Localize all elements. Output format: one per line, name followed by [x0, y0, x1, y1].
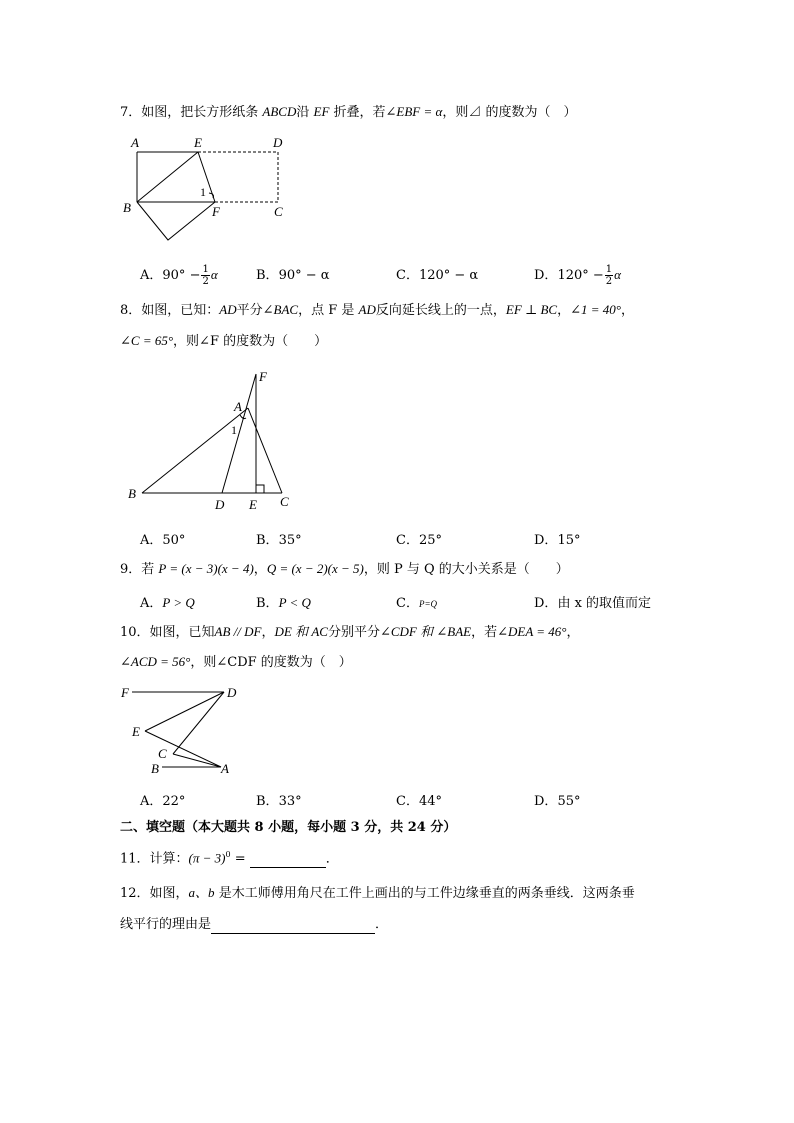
- q11-equals: =: [230, 851, 250, 867]
- q8-text-bisect: 平分: [236, 303, 263, 318]
- q8-figure: [125, 366, 305, 516]
- q11-expr: (π − 3): [188, 850, 226, 866]
- q9-stem: [120, 560, 569, 579]
- q12-stem-line1: [120, 884, 635, 903]
- q7-option-d-letter: D．: [534, 268, 558, 283]
- q8-angle-bac: ∠BAC: [262, 302, 299, 317]
- q9-option-a-letter: A．: [140, 596, 163, 611]
- q8-label-e: E: [249, 497, 257, 512]
- q10-seg-de: [145, 692, 224, 731]
- q8-ad: AD: [219, 302, 237, 317]
- q10-option-d-text: 55°: [557, 794, 581, 809]
- q10-option-d-letter: D．: [534, 794, 558, 809]
- q10-option-a: [140, 790, 185, 809]
- q9-q-expr: Q = (x − 2)(x − 5): [266, 561, 364, 576]
- q10-parallel: AB // DF: [214, 624, 262, 639]
- q9-option-d-text: 由 x 的取值而定: [557, 596, 652, 611]
- q7-figure: [118, 132, 318, 252]
- q10-text: 10．如图，已知: [120, 625, 215, 640]
- q9-option-b: [256, 592, 311, 611]
- q7-option-b-text: 90° − α: [278, 268, 330, 283]
- q10-option-a-letter: A．: [140, 794, 163, 809]
- q7-option-d-pre: 120° −: [557, 268, 604, 283]
- q10-comma: ，: [261, 625, 275, 640]
- q10-label-b: B: [151, 761, 159, 776]
- q7-option-c-letter: C．: [396, 268, 419, 283]
- q8-question: ，则∠F 的度数为（ ）: [173, 334, 328, 349]
- q7-option-a-post: α: [210, 267, 218, 282]
- q8-text-point: ，点 F 是: [298, 303, 359, 318]
- q7-option-a: [140, 264, 218, 287]
- q9-option-d-letter: D．: [534, 596, 558, 611]
- q7-option-a-num: 1: [202, 264, 209, 275]
- q7-label-e: E: [194, 135, 202, 150]
- q10-option-c-letter: C．: [396, 794, 419, 809]
- q10-label-f: F: [121, 685, 129, 700]
- q10-label-d: D: [227, 685, 237, 700]
- q7-abcd: ABCD: [262, 104, 297, 119]
- q8-option-c: [396, 529, 442, 548]
- q10-stem-line2: [120, 653, 352, 672]
- q9-option-c-letter: C．: [396, 596, 419, 611]
- q8-label-a: A: [234, 399, 242, 414]
- q7-option-c-text: 120° − α: [418, 268, 479, 283]
- q8-label-c: C: [280, 494, 289, 509]
- q9-question: ，则 P 与 Q 的大小关系是（ ）: [363, 562, 569, 577]
- q10-option-c: [396, 790, 442, 809]
- q8-option-b-text: 35°: [278, 533, 302, 548]
- q7-label-b: B: [123, 200, 131, 215]
- q8-seg-df: [222, 374, 256, 493]
- q10-angle-dea: ∠DEA = 46°: [497, 624, 567, 639]
- q12-end: ．: [375, 917, 389, 932]
- q11-answer-blank[interactable]: [250, 853, 326, 868]
- q9-p-expr: P = (x − 3)(x − 4): [158, 561, 254, 576]
- q9-option-b-text: P < Q: [278, 595, 311, 610]
- q10-seg-dc: [173, 692, 224, 754]
- q8-label-1: 1: [231, 423, 237, 437]
- q9-comma: ，: [253, 562, 267, 577]
- q9-option-d: [534, 592, 651, 611]
- q9-option-a-text: P > Q: [162, 595, 195, 610]
- q7-stem: [120, 103, 576, 122]
- q10-question: ，则∠CDF 的度数为（ ）: [190, 655, 352, 670]
- q9-text: 9．若: [120, 562, 159, 577]
- q7-label-1: 1: [200, 185, 206, 199]
- q7-option-b-letter: B．: [256, 268, 279, 283]
- q8-stem-line1: [120, 301, 634, 320]
- q7-option-d-den: 2: [605, 276, 613, 287]
- q8-option-d-letter: D．: [534, 533, 558, 548]
- q8-option-a-text: 50°: [162, 533, 186, 548]
- q9-option-a: [140, 592, 195, 611]
- q8-option-d-text: 15°: [557, 533, 581, 548]
- q12-text-line2: 线平行的理由是: [120, 917, 212, 932]
- q7-question: ，则⊿ 的度数为（ ）: [442, 105, 577, 120]
- q9-option-b-letter: B．: [256, 596, 279, 611]
- q7-edge-be: [137, 152, 198, 202]
- q8-angle-c: ∠C = 65°: [120, 333, 174, 348]
- q8-label-d: D: [215, 497, 225, 512]
- q10-option-b-letter: B．: [256, 794, 279, 809]
- q12-stem-line2: [120, 916, 388, 934]
- q7-label-f: F: [212, 204, 220, 219]
- q7-option-d-post: α: [614, 267, 621, 282]
- q9-option-c: [396, 592, 437, 611]
- q8-label-f: F: [259, 369, 267, 384]
- q10-angles: ∠CDF 和 ∠BAE: [379, 624, 472, 639]
- q8-option-b-letter: B．: [256, 533, 279, 548]
- q7-label-c: C: [274, 204, 283, 219]
- q11-end: ．: [325, 851, 339, 867]
- q8-angle-arc: [240, 415, 246, 419]
- q7-option-d-num: 1: [605, 264, 613, 275]
- q7-label-a: A: [131, 135, 139, 150]
- q8-option-c-text: 25°: [418, 533, 442, 548]
- q10-text-if: ，若: [471, 625, 498, 640]
- q10-label-c: C: [158, 746, 167, 761]
- section-2-title: 二、填空题（本大题共 8 小题，每小题 3 分，共 24 分）: [120, 820, 457, 835]
- q7-option-a-den: 2: [202, 276, 209, 287]
- q8-stem-line2: [120, 332, 327, 351]
- q7-folded-flap: [137, 202, 215, 240]
- q8-ad-2: AD: [358, 302, 376, 317]
- q7-option-d: [534, 264, 621, 287]
- q8-seg-ac: [248, 408, 282, 493]
- q10-option-b: [256, 790, 302, 809]
- q11-exponent: 0: [225, 850, 231, 859]
- q7-option-a-fraction: [201, 264, 209, 287]
- q7-option-c: [396, 264, 478, 283]
- q7-label-d: D: [273, 135, 283, 150]
- q8-right-angle-mark: [256, 485, 264, 493]
- q7-ef: EF: [313, 104, 330, 119]
- q11-text: 11．计算：: [120, 851, 189, 867]
- q11-stem: [120, 846, 339, 868]
- q8-perp: EF ⊥ BC: [505, 302, 558, 317]
- q7-condition: ∠EBF = α: [385, 104, 443, 119]
- q12-text: 12．如图，: [120, 886, 189, 901]
- q7-option-a-pre: 90° −: [162, 268, 201, 283]
- q8-option-b: [256, 529, 302, 548]
- q8-option-d: [534, 529, 580, 548]
- q7-option-a-letter: A．: [140, 268, 163, 283]
- q10-de-ac: DE 和 AC: [274, 624, 328, 639]
- q10-stem-line1: [120, 623, 580, 642]
- q10-text-bisects: 分别平分: [327, 625, 380, 640]
- q10-label-a: A: [221, 761, 229, 776]
- q10-comma-2: ，: [566, 625, 580, 640]
- q8-comma: ，: [557, 303, 571, 318]
- q7-text-along: 沿: [296, 105, 314, 120]
- q7-option-b: [256, 264, 330, 283]
- q8-option-c-letter: C．: [396, 533, 419, 548]
- q8-comma-2: ，: [621, 303, 635, 318]
- q12-ab: a、b: [188, 885, 215, 900]
- q8-label-b: B: [128, 486, 136, 501]
- q10-figure: [118, 683, 258, 783]
- q10-option-d: [534, 790, 580, 809]
- q8-text: 8．如图，已知：: [120, 303, 220, 318]
- q10-angle-acd: ∠ACD = 56°: [120, 654, 191, 669]
- q12-answer-blank[interactable]: [211, 919, 375, 934]
- q8-option-a-letter: A．: [140, 533, 163, 548]
- q8-angle-1: ∠1 = 40°: [570, 302, 621, 317]
- q10-option-c-text: 44°: [418, 794, 442, 809]
- q8-seg-ba: [142, 408, 248, 493]
- q10-label-e: E: [132, 724, 140, 739]
- q8-option-a: [140, 529, 185, 548]
- q7-text-fold: 折叠，若: [329, 105, 386, 120]
- q8-text-ext: 反向延长线上的一点，: [375, 303, 506, 318]
- q10-option-b-text: 33°: [278, 794, 302, 809]
- q10-option-a-text: 22°: [162, 794, 186, 809]
- q7-text: 7．如图，把长方形纸条: [120, 105, 263, 120]
- q9-option-c-text: P=Q: [418, 599, 438, 609]
- q7-option-d-fraction: [605, 264, 613, 287]
- q12-text-rest: 是木工师傅用角尺在工件上画出的与工件边缘垂直的两条垂线．这两条垂: [214, 886, 635, 901]
